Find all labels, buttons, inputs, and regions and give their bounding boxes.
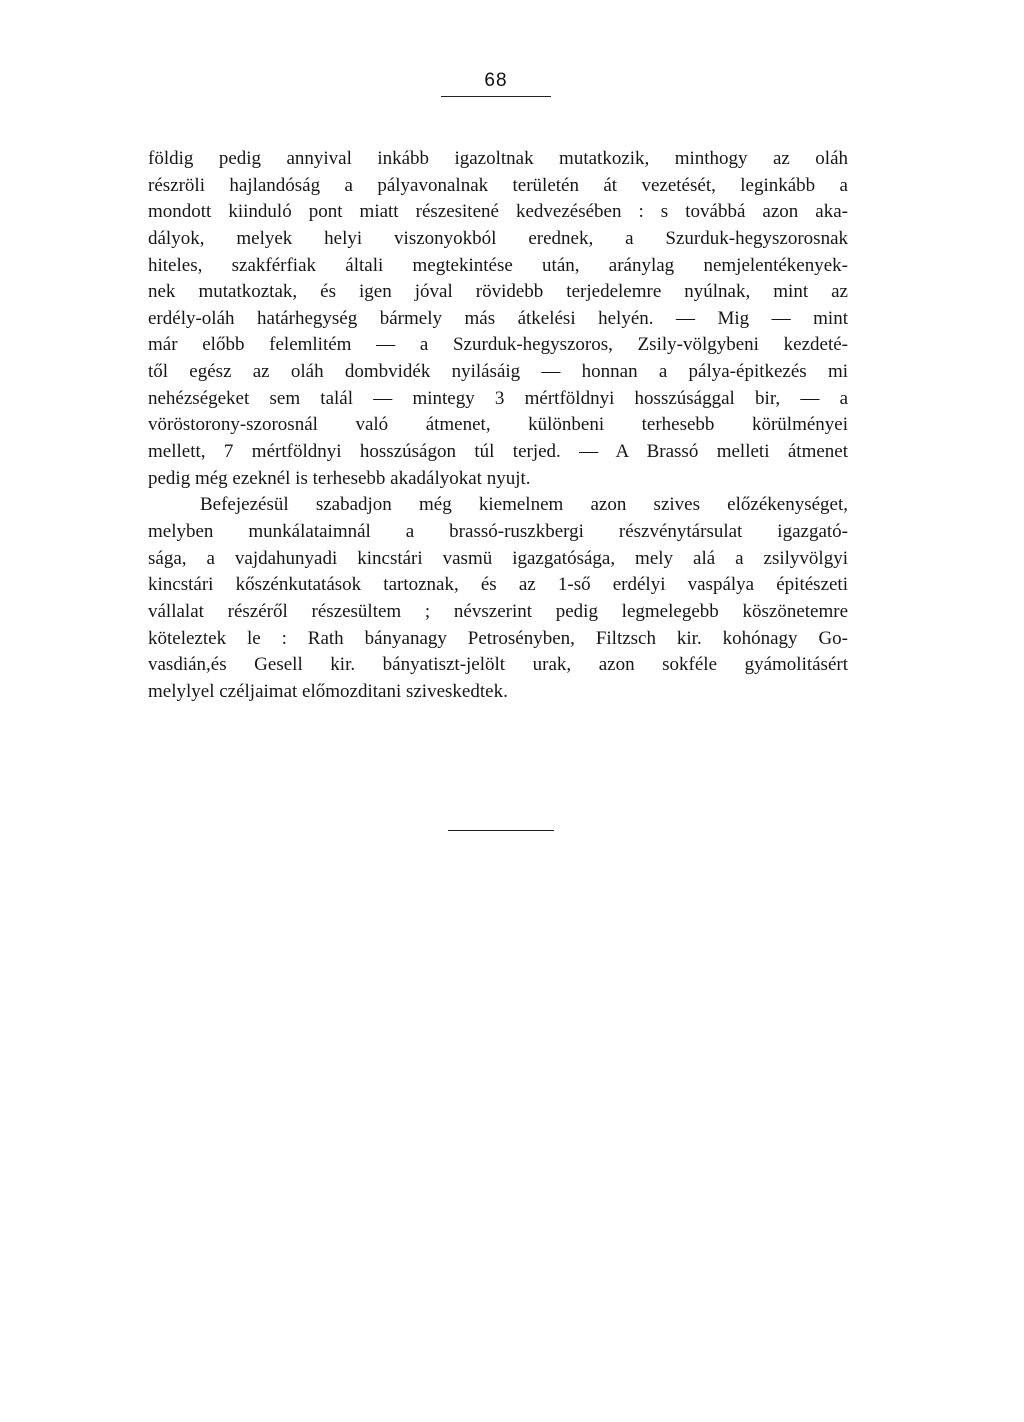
text-line: nehézségeket sem talál — mintegy 3 mértföldnyi hosszúsággal bir, — a	[148, 387, 848, 409]
text-line: részröli hajlandóság a pályavonalnak területén át vezetését, leginkább a	[148, 174, 848, 196]
text-line: nek mutatkoztak, és igen jóval rövidebb terjedelemre nyúlnak, mint az	[148, 281, 848, 303]
text-line: földig pedig annyival inkább igazoltnak mutatkozik, minthogy az oláh	[148, 148, 848, 169]
text-line: melylyel czéljaimat előmozditani sziveskedtek.	[148, 680, 508, 702]
page-number-rule	[441, 96, 551, 97]
text-line: pedig még ezeknél is terhesebb akadályokat nyujt.	[148, 467, 531, 489]
text-line: erdély-oláh határhegység bármely más átkelési helyén. — Mig — mint	[148, 307, 848, 329]
text-line: mellett, 7 mértföldnyi hosszúságon túl terjed. — A Brassó melleti átmenet	[148, 441, 848, 463]
text-line: már előbb felemlitém — a Szurduk-hegyszoros, Zsily-völgybeni kezdeté-	[148, 334, 848, 356]
page-number: 68	[484, 70, 508, 91]
text-line: vállalat részéről részesültem ; névszerint pedig legmelegebb köszönetemre	[148, 600, 848, 622]
text-line: hiteles, szakférfiak általi megtekintése után, aránylag nemjelentékenyek-	[148, 254, 848, 276]
closing-rule	[448, 830, 554, 831]
paragraph-1	[148, 146, 848, 492]
page-header	[440, 70, 552, 97]
text-line: melyben munkálataimnál a brassó-ruszkbergi részvénytársulat igazgató-	[148, 520, 848, 542]
text-line: mondott kiinduló pont miatt részesitené kedvezésében : s továbbá azon aka-	[148, 201, 848, 223]
text-line: Befejezésül szabadjon még kiemelnem azon szives előzékenységet,	[200, 494, 848, 516]
text-line: vöröstorony-szorosnál való átmenet, különbeni terhesebb körülményei	[148, 414, 848, 436]
text-line: kincstári kőszénkutatások tartoznak, és az 1-ső erdélyi vaspálya épitészeti	[148, 574, 848, 596]
body-text	[148, 146, 848, 705]
paragraph-2	[148, 492, 848, 705]
text-line: vasdián,és Gesell kir. bányatiszt-jelölt urak, azon sokféle gyámolitásért	[148, 654, 848, 676]
text-line: köteleztek le : Rath bányanagy Petrosényben, Filtzsch kir. kohónagy Go-	[148, 627, 848, 649]
text-line: sága, a vajdahunyadi kincstári vasmü igazgatósága, mely alá a zsilyvölgyi	[148, 547, 848, 569]
text-line: től egész az oláh dombvidék nyilásáig — honnan a pálya-épitkezés mi	[148, 361, 848, 383]
text-line: dályok, melyek helyi viszonyokból erednek, a Szurduk-hegyszorosnak	[148, 227, 848, 249]
